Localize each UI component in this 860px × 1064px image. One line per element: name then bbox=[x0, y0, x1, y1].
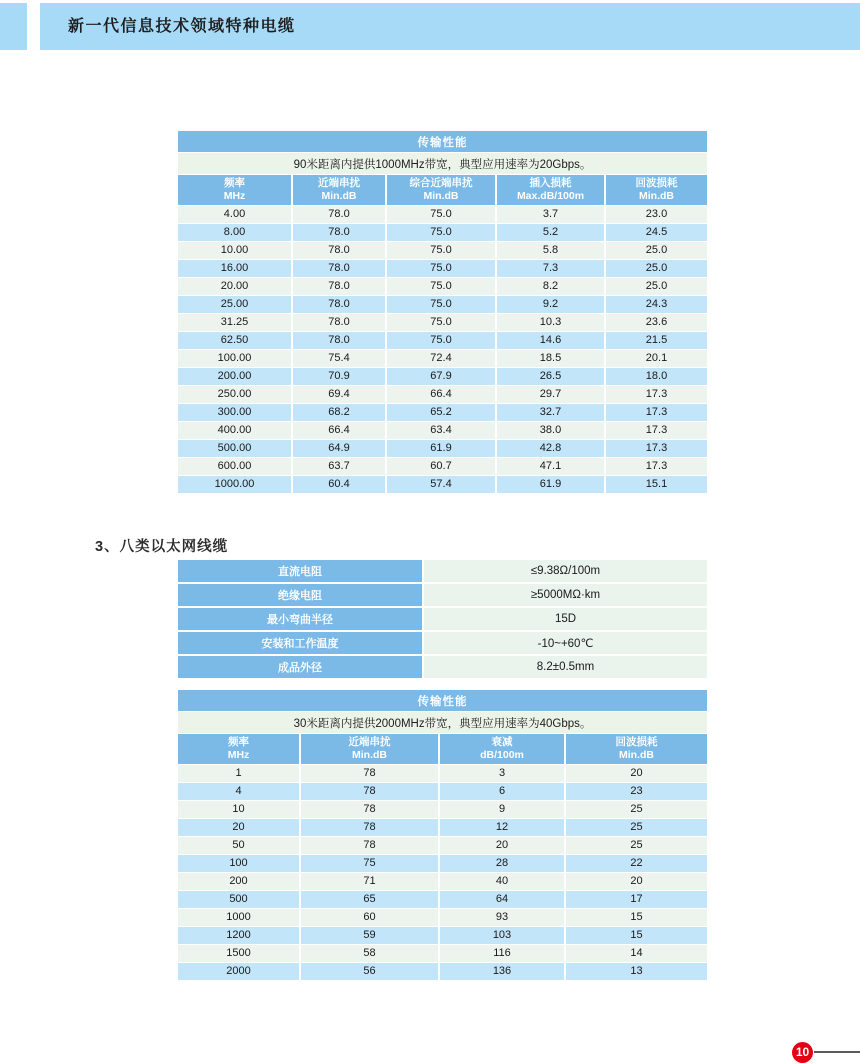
table-cell: 17.3 bbox=[606, 422, 707, 440]
table-cell: 75.0 bbox=[387, 206, 497, 224]
table-subtitle: 90米距离内提供1000MHz带宽，典型应用速率为20Gbps。 bbox=[178, 153, 707, 175]
table-cell: 75.0 bbox=[387, 332, 497, 350]
table-row bbox=[178, 260, 707, 278]
table-cell: 42.8 bbox=[497, 440, 606, 458]
table-subtitle-row bbox=[178, 153, 707, 175]
page-number-badge: 10 bbox=[792, 1042, 813, 1063]
table-cell: 13 bbox=[566, 963, 707, 981]
table-cell: 75.0 bbox=[387, 278, 497, 296]
table-cell: 103 bbox=[440, 927, 566, 945]
table-cell: 21.5 bbox=[606, 332, 707, 350]
table-cell: 17.3 bbox=[606, 386, 707, 404]
table-cell: 15.1 bbox=[606, 476, 707, 494]
table-title-row bbox=[178, 131, 707, 153]
table-row bbox=[178, 332, 707, 350]
table-cell: 64.9 bbox=[293, 440, 387, 458]
table-row bbox=[178, 278, 707, 296]
column-header: 频率 MHz bbox=[178, 734, 301, 765]
table-cell: 50 bbox=[178, 837, 301, 855]
table-row bbox=[178, 855, 707, 873]
header-bar bbox=[0, 3, 860, 50]
table-title: 传输性能 bbox=[178, 690, 707, 712]
table-subtitle-row bbox=[178, 712, 707, 734]
table-cell: 17.3 bbox=[606, 404, 707, 422]
table-cell: 60 bbox=[301, 909, 440, 927]
table-cell: 1000 bbox=[178, 909, 301, 927]
table-row bbox=[178, 909, 707, 927]
table-row bbox=[178, 242, 707, 260]
table-cell: 14 bbox=[566, 945, 707, 963]
table-cell: 1 bbox=[178, 765, 301, 783]
table-cell: 9 bbox=[440, 801, 566, 819]
table-cell: 300.00 bbox=[178, 404, 293, 422]
table-cell: 23.6 bbox=[606, 314, 707, 332]
column-header: 回波损耗 Min.dB bbox=[566, 734, 707, 765]
spec-label: 最小弯曲半径 bbox=[178, 608, 424, 632]
table-cell: 28 bbox=[440, 855, 566, 873]
transmission-performance-table-90m bbox=[178, 131, 707, 494]
table-cell: 67.9 bbox=[387, 368, 497, 386]
table-cell: 75.0 bbox=[387, 224, 497, 242]
table-cell: 12 bbox=[440, 819, 566, 837]
table-cell: 10.00 bbox=[178, 242, 293, 260]
table-cell: 116 bbox=[440, 945, 566, 963]
table-row bbox=[178, 945, 707, 963]
column-header: 综合近端串扰 Min.dB bbox=[387, 175, 497, 206]
table-row bbox=[178, 296, 707, 314]
table-cell: 75 bbox=[301, 855, 440, 873]
table-cell: 63.7 bbox=[293, 458, 387, 476]
table-cell: 500 bbox=[178, 891, 301, 909]
spec-value: -10~+60℃ bbox=[424, 632, 707, 656]
table-cell: 60.4 bbox=[293, 476, 387, 494]
table-cell: 78.0 bbox=[293, 206, 387, 224]
table-cell: 17 bbox=[566, 891, 707, 909]
table-cell: 24.3 bbox=[606, 296, 707, 314]
table-row bbox=[178, 386, 707, 404]
table-cell: 20 bbox=[566, 873, 707, 891]
table-row bbox=[178, 819, 707, 837]
spec-row bbox=[178, 656, 707, 680]
footer-rule bbox=[814, 1051, 860, 1053]
column-header: 回波损耗 Min.dB bbox=[606, 175, 707, 206]
table-cell: 8.00 bbox=[178, 224, 293, 242]
table-cell: 1500 bbox=[178, 945, 301, 963]
table-cell: 71 bbox=[301, 873, 440, 891]
table-cell: 23.0 bbox=[606, 206, 707, 224]
table-cell: 25.00 bbox=[178, 296, 293, 314]
table-cell: 65 bbox=[301, 891, 440, 909]
table-cell: 78.0 bbox=[293, 260, 387, 278]
table-cell: 25.0 bbox=[606, 278, 707, 296]
spec-table-body bbox=[178, 560, 707, 680]
table-cell: 26.5 bbox=[497, 368, 606, 386]
table-cell: 78 bbox=[301, 837, 440, 855]
table-cell: 68.2 bbox=[293, 404, 387, 422]
table-cell: 75.0 bbox=[387, 242, 497, 260]
table-cell: 1000.00 bbox=[178, 476, 293, 494]
table-cell: 100.00 bbox=[178, 350, 293, 368]
table-cell: 200.00 bbox=[178, 368, 293, 386]
table-cell: 61.9 bbox=[497, 476, 606, 494]
table-row bbox=[178, 206, 707, 224]
header-bar-divider bbox=[27, 3, 40, 50]
table-row bbox=[178, 927, 707, 945]
table-cell: 6 bbox=[440, 783, 566, 801]
table-cell: 78.0 bbox=[293, 224, 387, 242]
table-cell: 78 bbox=[301, 819, 440, 837]
table-cell: 1200 bbox=[178, 927, 301, 945]
table-row bbox=[178, 314, 707, 332]
table-cell: 22 bbox=[566, 855, 707, 873]
table-cell: 59 bbox=[301, 927, 440, 945]
table-row bbox=[178, 440, 707, 458]
column-header: 近端串扰 Min.dB bbox=[293, 175, 387, 206]
table-body bbox=[178, 206, 707, 494]
table-cell: 78 bbox=[301, 765, 440, 783]
table-cell: 31.25 bbox=[178, 314, 293, 332]
table-cell: 25.0 bbox=[606, 260, 707, 278]
table-cell: 17.3 bbox=[606, 440, 707, 458]
spec-label: 成品外径 bbox=[178, 656, 424, 680]
spec-row bbox=[178, 632, 707, 656]
table-cell: 25 bbox=[566, 819, 707, 837]
column-header-row bbox=[178, 734, 707, 765]
table-cell: 78.0 bbox=[293, 296, 387, 314]
spec-value: ≤9.38Ω/100m bbox=[424, 560, 707, 584]
table-cell: 8.2 bbox=[497, 278, 606, 296]
table-cell: 65.2 bbox=[387, 404, 497, 422]
table-cell: 15 bbox=[566, 927, 707, 945]
table-row bbox=[178, 422, 707, 440]
table-body bbox=[178, 765, 707, 981]
table-cell: 20 bbox=[440, 837, 566, 855]
table-row bbox=[178, 458, 707, 476]
table-cell: 15 bbox=[566, 909, 707, 927]
table-cell: 3 bbox=[440, 765, 566, 783]
spec-row bbox=[178, 608, 707, 632]
table-cell: 5.2 bbox=[497, 224, 606, 242]
table-cell: 64 bbox=[440, 891, 566, 909]
table-cell: 14.6 bbox=[497, 332, 606, 350]
spec-value: 15D bbox=[424, 608, 707, 632]
table-title-row bbox=[178, 690, 707, 712]
table-cell: 78.0 bbox=[293, 314, 387, 332]
table-cell: 10.3 bbox=[497, 314, 606, 332]
table-cell: 16.00 bbox=[178, 260, 293, 278]
table-cell: 20.00 bbox=[178, 278, 293, 296]
table-row bbox=[178, 350, 707, 368]
column-header: 近端串扰 Min.dB bbox=[301, 734, 440, 765]
table-cell: 29.7 bbox=[497, 386, 606, 404]
table-cell: 25 bbox=[566, 837, 707, 855]
table-cell: 25.0 bbox=[606, 242, 707, 260]
table-cell: 17.3 bbox=[606, 458, 707, 476]
table-cell: 47.1 bbox=[497, 458, 606, 476]
table-row bbox=[178, 783, 707, 801]
table-row bbox=[178, 891, 707, 909]
table-cell: 63.4 bbox=[387, 422, 497, 440]
table-cell: 23 bbox=[566, 783, 707, 801]
table-cell: 500.00 bbox=[178, 440, 293, 458]
table-cell: 32.7 bbox=[497, 404, 606, 422]
table-cell: 66.4 bbox=[293, 422, 387, 440]
table-cell: 100 bbox=[178, 855, 301, 873]
table-cell: 3.7 bbox=[497, 206, 606, 224]
transmission-performance-table-30m bbox=[178, 690, 707, 981]
table-cell: 24.5 bbox=[606, 224, 707, 242]
table-cell: 4.00 bbox=[178, 206, 293, 224]
table-cell: 20 bbox=[178, 819, 301, 837]
table-cell: 400.00 bbox=[178, 422, 293, 440]
table-row bbox=[178, 368, 707, 386]
table-cell: 7.3 bbox=[497, 260, 606, 278]
table-cell: 38.0 bbox=[497, 422, 606, 440]
table-cell: 25 bbox=[566, 801, 707, 819]
table-cell: 56 bbox=[301, 963, 440, 981]
table-subtitle: 30米距离内提供2000MHz带宽，典型应用速率为40Gbps。 bbox=[178, 712, 707, 734]
spec-value: 8.2±0.5mm bbox=[424, 656, 707, 680]
section-heading: 3、八类以太网线缆 bbox=[95, 539, 229, 555]
table-cell: 20.1 bbox=[606, 350, 707, 368]
table-title: 传输性能 bbox=[178, 131, 707, 153]
table-cell: 69.4 bbox=[293, 386, 387, 404]
spec-label: 绝缘电阻 bbox=[178, 584, 424, 608]
table-cell: 78 bbox=[301, 801, 440, 819]
table-cell: 75.4 bbox=[293, 350, 387, 368]
table-cell: 5.8 bbox=[497, 242, 606, 260]
table-cell: 40 bbox=[440, 873, 566, 891]
table-row bbox=[178, 837, 707, 855]
spec-value: ≥5000MΩ·km bbox=[424, 584, 707, 608]
table-cell: 75.0 bbox=[387, 314, 497, 332]
table-cell: 61.9 bbox=[387, 440, 497, 458]
table-cell: 78.0 bbox=[293, 332, 387, 350]
column-header-row bbox=[178, 175, 707, 206]
table-cell: 10 bbox=[178, 801, 301, 819]
table-cell: 66.4 bbox=[387, 386, 497, 404]
spec-label: 直流电阻 bbox=[178, 560, 424, 584]
table-cell: 2000 bbox=[178, 963, 301, 981]
spec-row bbox=[178, 560, 707, 584]
spec-label: 安装和工作温度 bbox=[178, 632, 424, 656]
table-cell: 60.7 bbox=[387, 458, 497, 476]
spec-row bbox=[178, 584, 707, 608]
table-cell: 57.4 bbox=[387, 476, 497, 494]
table-cell: 72.4 bbox=[387, 350, 497, 368]
column-header: 衰减 dB/100m bbox=[440, 734, 566, 765]
table-cell: 4 bbox=[178, 783, 301, 801]
table-cell: 78 bbox=[301, 783, 440, 801]
table-cell: 75.0 bbox=[387, 260, 497, 278]
table-row bbox=[178, 404, 707, 422]
table-row bbox=[178, 476, 707, 494]
cat8-spec-table bbox=[178, 560, 707, 680]
table-row bbox=[178, 801, 707, 819]
table-cell: 9.2 bbox=[497, 296, 606, 314]
table-cell: 75.0 bbox=[387, 296, 497, 314]
table-cell: 18.0 bbox=[606, 368, 707, 386]
table-cell: 600.00 bbox=[178, 458, 293, 476]
column-header: 插入损耗 Max.dB/100m bbox=[497, 175, 606, 206]
table-cell: 18.5 bbox=[497, 350, 606, 368]
table-cell: 20 bbox=[566, 765, 707, 783]
table-row bbox=[178, 765, 707, 783]
table-cell: 136 bbox=[440, 963, 566, 981]
table-cell: 62.50 bbox=[178, 332, 293, 350]
table-cell: 78.0 bbox=[293, 242, 387, 260]
page-title: 新一代信息技术领域特种电缆 bbox=[68, 18, 296, 35]
table-cell: 70.9 bbox=[293, 368, 387, 386]
table-row bbox=[178, 963, 707, 981]
table-cell: 93 bbox=[440, 909, 566, 927]
table-cell: 200 bbox=[178, 873, 301, 891]
table-cell: 58 bbox=[301, 945, 440, 963]
table-cell: 250.00 bbox=[178, 386, 293, 404]
table-row bbox=[178, 873, 707, 891]
table-cell: 78.0 bbox=[293, 278, 387, 296]
column-header: 频率 MHz bbox=[178, 175, 293, 206]
table-row bbox=[178, 224, 707, 242]
